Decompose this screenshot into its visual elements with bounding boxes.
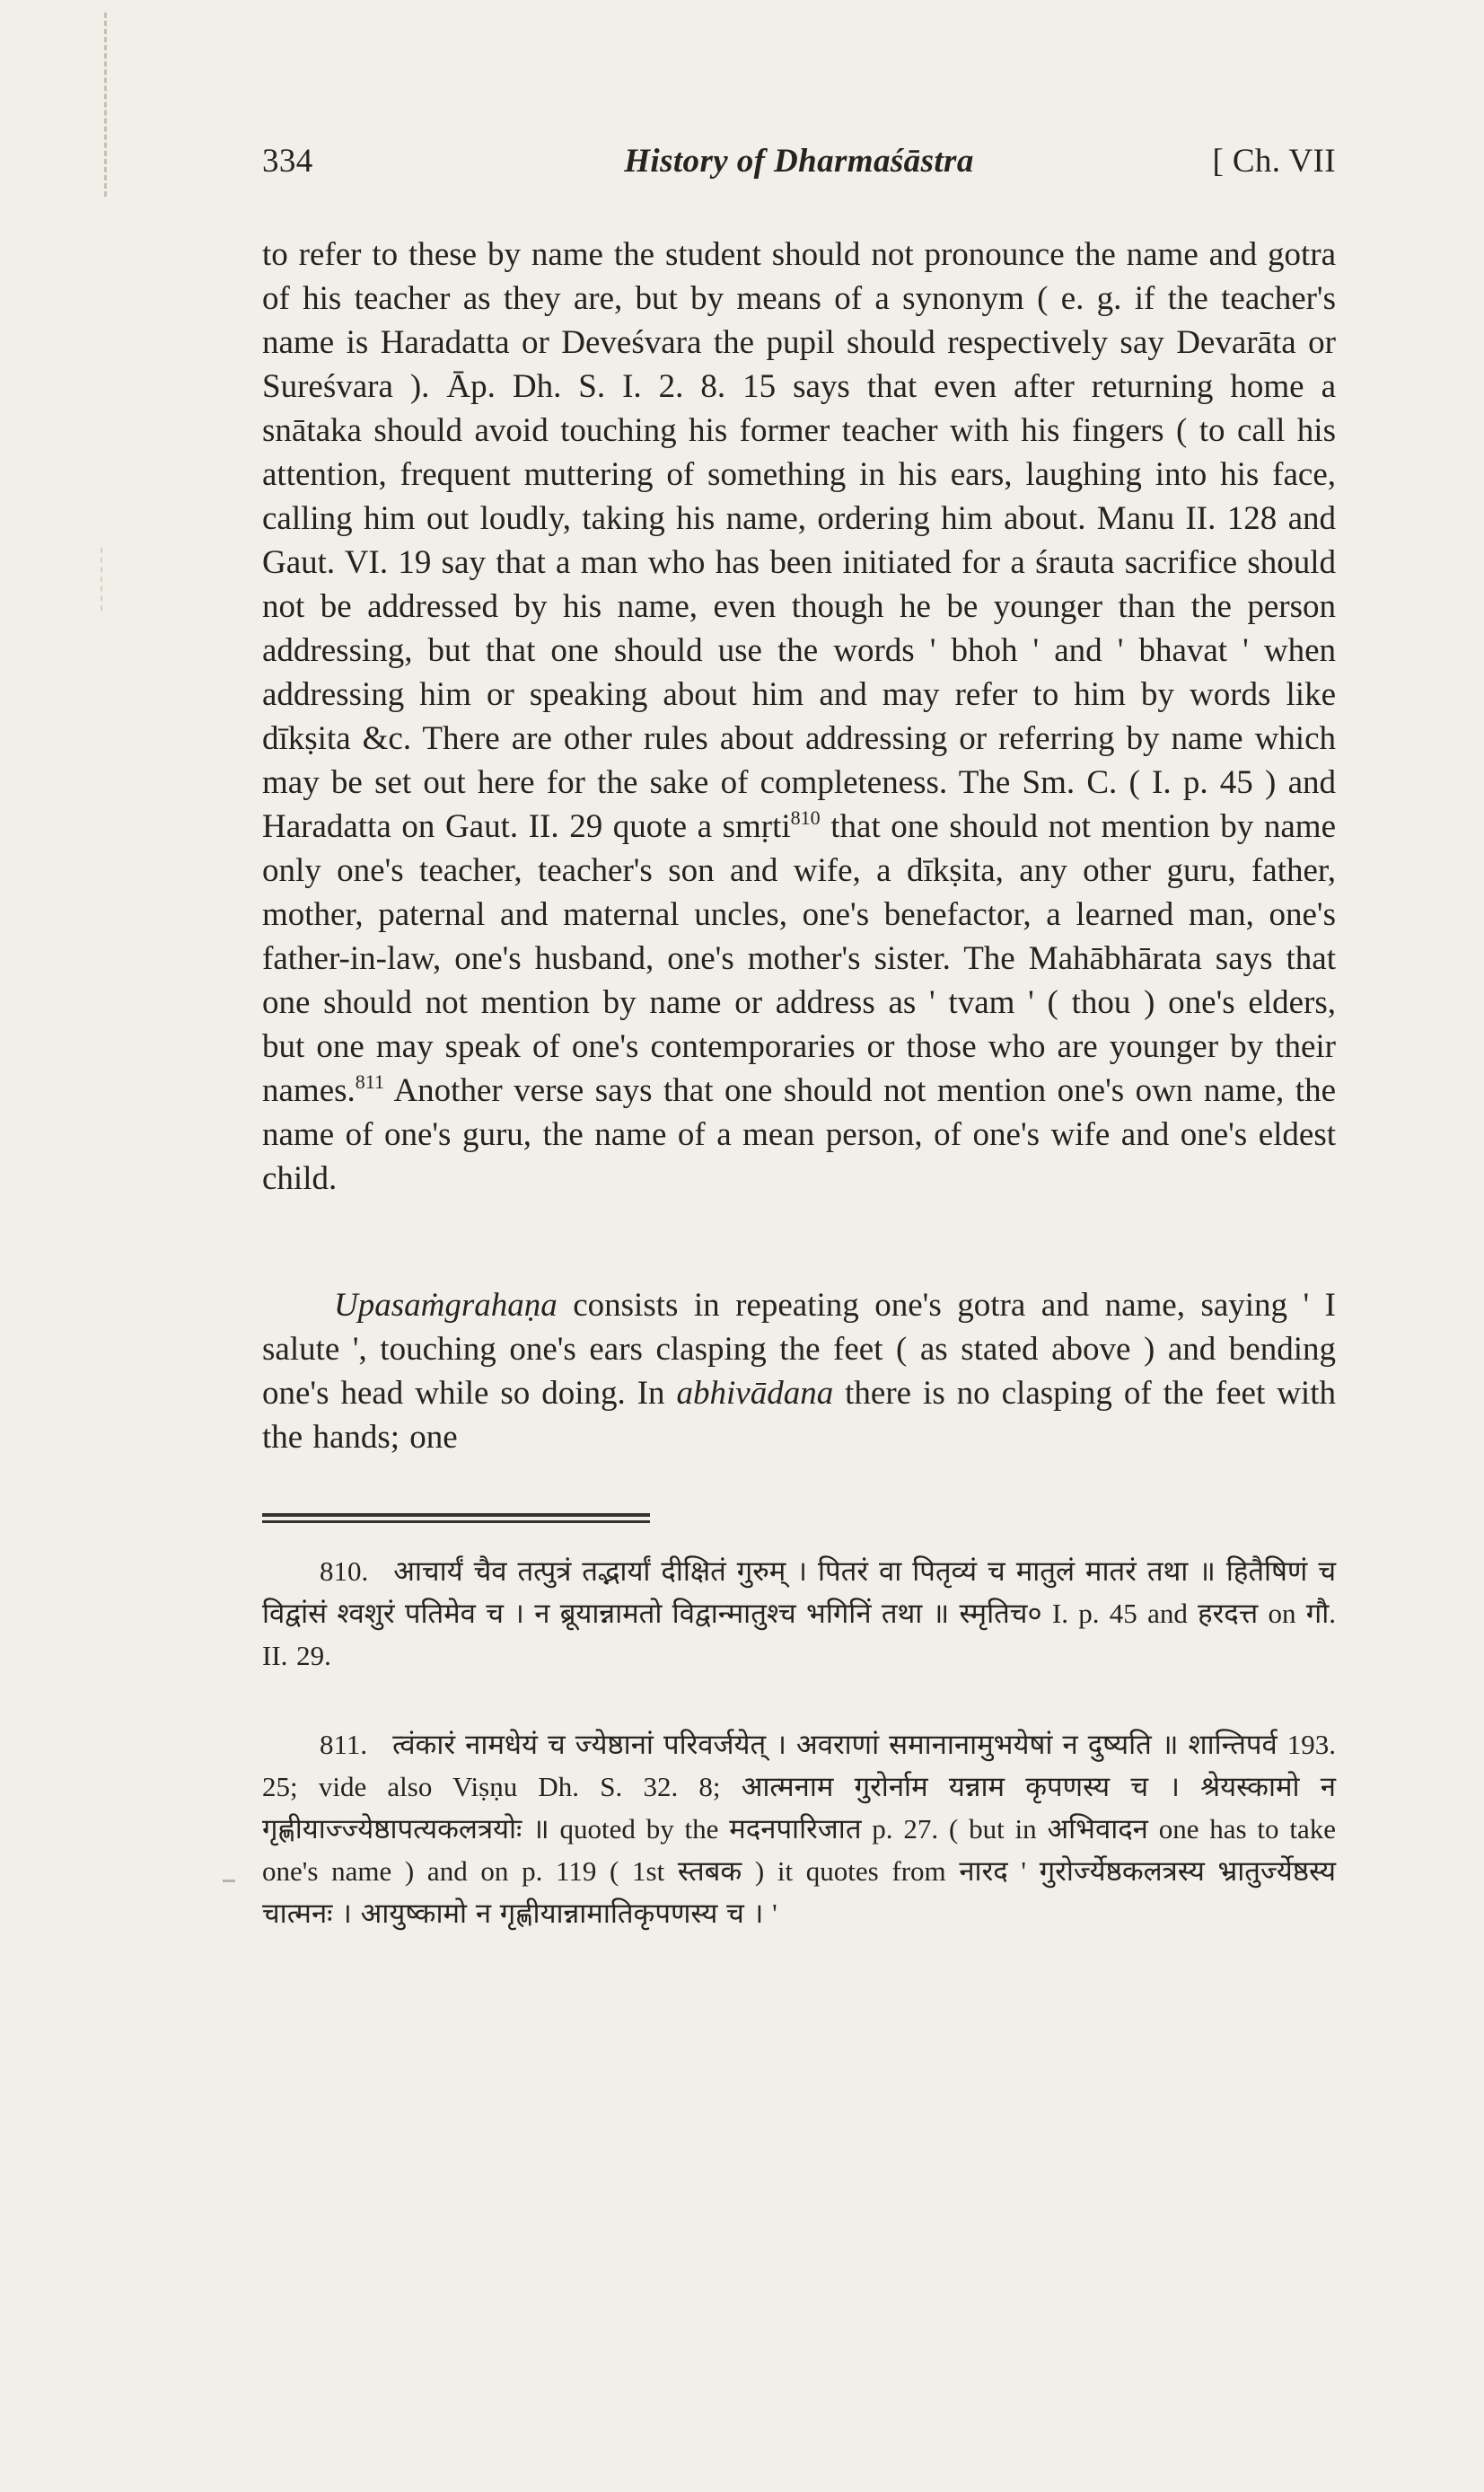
footnote-810	[262, 1550, 1336, 1677]
scan-artifact-tick	[223, 1880, 235, 1882]
page-header	[262, 142, 1336, 181]
chapter-label: [ Ch. VII	[1212, 143, 1336, 180]
footnote-separator	[262, 1513, 650, 1523]
page-number: 334	[262, 143, 313, 180]
paragraph-text: that one should not mention by name only one's teacher, teacher's son and wife, a dīkṣita, any other guru, father, mother, paternal and maternal uncles, one's benefactor, a learned man, one's father-in-law, one's husband, one's mother's sister. The Mahābhārata says that one should not mention by name or address as ' tvam ' ( thou ) one's elders, but one may speak of one's contemporaries or those who are younger by their names.	[262, 808, 1337, 1109]
footnote-number-811: 811.	[320, 1729, 368, 1760]
scan-artifact-dash	[101, 548, 102, 611]
paragraph-text: consists in repeating one's gotra and name, saying ' I salute ', touching one's ears clasping the feet ( as stated above ) and bending one's head while so doing. In	[262, 1287, 1336, 1412]
footnote-number-810: 810.	[320, 1555, 369, 1587]
paragraph-text: to refer to these by name the student should not pronounce the name and gotra of his teacher as they are, but by means of a synonym ( e. g. if the teacher's name is Haradatta or Deveśvara the pupil should respectively say Devarāta or Sureśvara ). Āp. Dh. S. I. 2. 8. 15 says that even after returning home a snātaka should avoid touching his former teacher with his fingers ( to call his attention, frequent muttering of something in his ears, laughing into his face, calling him out loudly, taking his name, ordering him about. Manu II. 128 and Gaut. VI. 19 say that a man who has been initiated for a śrauta sacrifice should not be addressed by his name, even though he be younger than the person addressing, but that one should use the words ' bhoh ' and ' bhavat ' when addressing him or speaking about him and may refer to him by words like dīkṣita &c. There are other rules about addressing or referring by name which may be set out here for the sake of completeness. The Sm. C. ( I. p. 45 ) and Haradatta on Gaut. II. 29 quote a smṛti	[262, 236, 1336, 845]
term-abhivadana: abhivādana	[676, 1375, 834, 1412]
footnote-text-810: आचार्यं चैव तत्पुत्रं तद्भार्यां दीक्षितं गुरुम् । पितरं वा पितृव्यं च मातुलं मातरं तथा ॥ हितैषिणं च विद्वांसं श्वशुरं पतिमेव च । न ब्रूयान्नामतो विद्वान्मातुश्च भगिनिं तथा ॥ स्मृतिच० I. p. 45 and हरदत्त on गौ. II. 29.	[262, 1555, 1336, 1671]
body-paragraph-1	[262, 233, 1336, 1201]
paragraph-text: there is no clasping of the feet with the hands; one	[262, 1375, 1336, 1456]
footnote-ref-810: 810	[790, 806, 821, 829]
scan-artifact-dashes	[104, 13, 107, 197]
footnote-811	[262, 1723, 1336, 1934]
running-head-title: History of Dharmaśāstra	[624, 143, 974, 180]
footnote-ref-811: 811	[355, 1070, 384, 1093]
body-paragraph-2	[262, 1283, 1336, 1459]
text-block	[262, 142, 1336, 1934]
footnote-text-811: त्वंकारं नामधेयं च ज्येष्ठानां परिवर्जयेत् । अवराणां समानानामुभयेषां न दुष्यति ॥ शान्तिपर्व 193. 25; vide also Viṣṇu Dh. S. 32. 8; आत्मनाम गुरोर्नाम यन्नाम कृपणस्य च । श्रेयस्कामो न गृह्णीयाज्ज्येष्ठापत्यकलत्रयोः ॥ quoted by the मदनपारिजात p. 27. ( but in अभिवादन one has to take one's name ) and on p. 119 ( 1st स्तबक ) it quotes from नारद ' गुरोर्ज्येष्ठकलत्रस्य भ्रातुर्ज्येष्ठस्य चात्मनः । आयुष्कामो न गृह्णीयान्नामातिकृपणस्य च । '	[262, 1729, 1336, 1929]
term-upasamgrahana: Upasaṁgrahaṇa	[334, 1287, 558, 1324]
paragraph-text: Another verse says that one should not mention one's own name, the name of one's guru, the name of a mean person, of one's wife and one's eldest child.	[262, 1072, 1336, 1197]
body-text	[262, 233, 1336, 1459]
footnotes-section	[262, 1550, 1336, 1934]
